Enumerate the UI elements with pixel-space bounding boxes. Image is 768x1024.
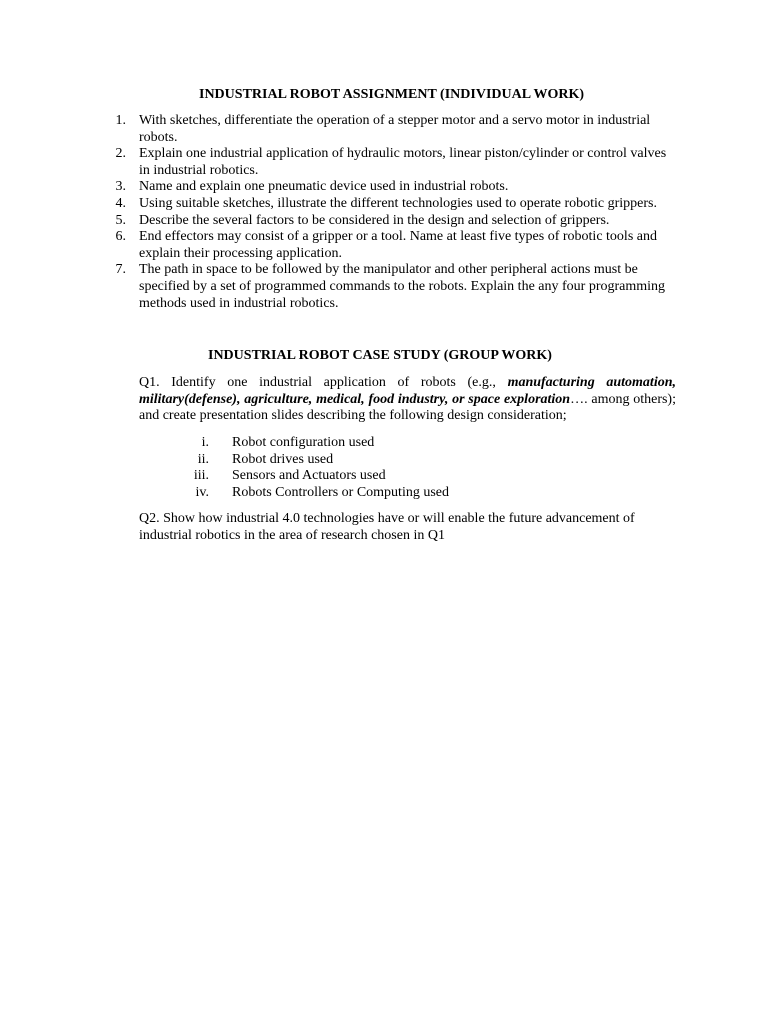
list-text: Name and explain one pneumatic device used in industrial robots. <box>139 179 509 195</box>
list-text: Sensors and Actuators used <box>232 468 386 484</box>
list-item <box>186 452 586 469</box>
list-number: 7. <box>115 262 126 278</box>
list-text: With sketches, differentiate the operation of a stepper motor and a servo motor in industrial robots. <box>139 113 651 145</box>
list-text: End effectors may consist of a gripper or a tool. Name at least five types of robotic tools and explain their processing application. <box>139 229 657 261</box>
assignment-question-list <box>108 113 678 312</box>
list-text: The path in space to be followed by the manipulator and other peripheral actions must be specified by a set of programmed commands to the robots. Explain the any four programming methods used in industrial robotics. <box>139 262 666 311</box>
list-text: Using suitable sketches, illustrate the different technologies used to operate robotic grippers. <box>139 195 657 211</box>
list-item <box>108 229 678 262</box>
list-number: 4. <box>115 195 126 211</box>
list-number: 2. <box>115 146 126 162</box>
list-number: 3. <box>115 179 126 195</box>
list-number: iii. <box>193 468 209 484</box>
list-item <box>108 213 678 230</box>
list-number: 1. <box>115 113 126 128</box>
list-item <box>186 435 586 452</box>
case-study-title: INDUSTRIAL ROBOT CASE STUDY (GROUP WORK) <box>208 348 552 363</box>
list-item <box>186 468 586 485</box>
list-item <box>108 179 678 196</box>
list-text: Robot configuration used <box>232 435 375 450</box>
design-consideration-list <box>186 435 586 501</box>
question-1-suffix: …. among others); and create presentation slides describing the following design consideration; <box>139 391 676 424</box>
question-2: Q2. Show how industrial 4.0 technologies have or will enable the future advancement of industrial robotics in the area of research chosen in Q1 <box>139 511 635 543</box>
list-item <box>108 113 678 146</box>
list-number: 5. <box>115 212 126 228</box>
question-1 <box>139 375 676 425</box>
list-number: ii. <box>197 451 209 467</box>
list-text: Describe the several factors to be considered in the design and selection of grippers. <box>139 212 610 228</box>
list-text: Explain one industrial application of hydraulic motors, linear piston/cylinder or control valves in industrial robotics. <box>139 146 667 178</box>
list-text: Robot drives used <box>232 451 334 467</box>
list-item <box>108 196 678 213</box>
list-number: iv. <box>195 484 209 500</box>
list-item <box>186 485 586 502</box>
assignment-title: INDUSTRIAL ROBOT ASSIGNMENT (INDIVIDUAL WORK) <box>199 87 585 102</box>
list-item <box>108 146 678 179</box>
list-item <box>108 262 678 312</box>
question-1-examples: manufacturing automation, military(defense), agriculture, medical, food industry, or space exploration <box>139 375 676 407</box>
list-text: Robots Controllers or Computing used <box>232 484 449 500</box>
list-number: i. <box>201 435 209 450</box>
list-number: 6. <box>115 229 126 245</box>
question-1-prefix: Q1. Identify one industrial application of robots (e.g., <box>139 375 508 390</box>
